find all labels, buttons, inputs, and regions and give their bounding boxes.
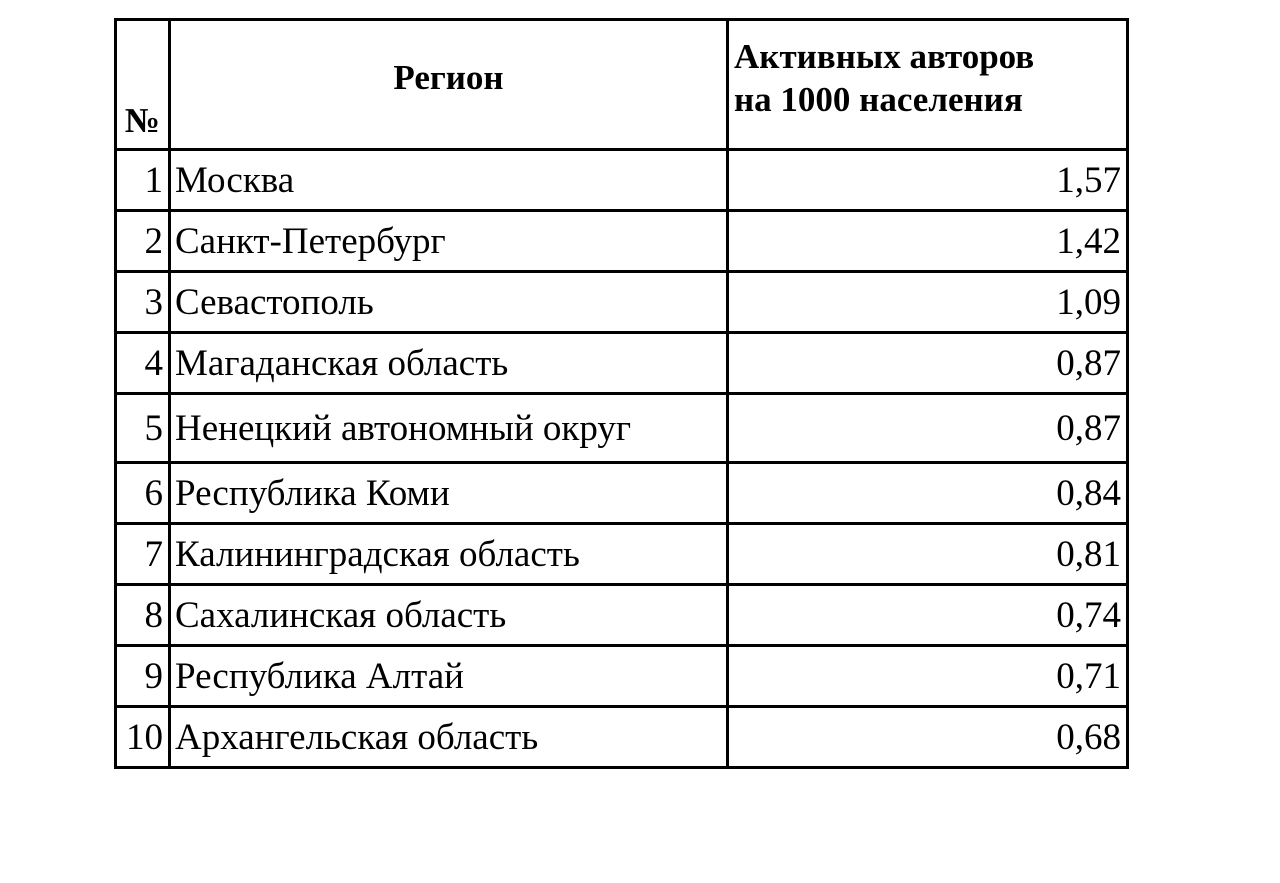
row-value: 0,87: [728, 394, 1128, 463]
table-header-row: [116, 20, 1128, 150]
ranking-table: [114, 18, 1129, 769]
table-row: [116, 463, 1128, 524]
header-active-authors: [728, 20, 1128, 150]
row-number: 7: [116, 524, 170, 585]
header-region: Регион: [170, 20, 728, 150]
row-value: 0,71: [728, 646, 1128, 707]
header-number: №: [116, 20, 170, 150]
row-region: Республика Алтай: [170, 646, 728, 707]
row-region: Ненецкий автономный округ: [170, 394, 728, 463]
row-value: 1,42: [728, 211, 1128, 272]
ranking-table-container: [114, 18, 1129, 769]
table-row: [116, 333, 1128, 394]
row-region: Калининградская область: [170, 524, 728, 585]
table-row: [116, 707, 1128, 768]
row-number: 5: [116, 394, 170, 463]
row-number: 9: [116, 646, 170, 707]
row-region: Москва: [170, 150, 728, 211]
row-number: 1: [116, 150, 170, 211]
row-region: Магаданская область: [170, 333, 728, 394]
row-number: 8: [116, 585, 170, 646]
row-value: 0,87: [728, 333, 1128, 394]
row-number: 2: [116, 211, 170, 272]
row-value: 0,68: [728, 707, 1128, 768]
row-number: 4: [116, 333, 170, 394]
header-active-authors-line1: Активных авторов: [734, 37, 1035, 76]
row-region: Севастополь: [170, 272, 728, 333]
row-number: 6: [116, 463, 170, 524]
row-value: 0,74: [728, 585, 1128, 646]
row-number: 3: [116, 272, 170, 333]
row-region: Республика Коми: [170, 463, 728, 524]
table-row: [116, 211, 1128, 272]
table-row: [116, 646, 1128, 707]
table-row: [116, 524, 1128, 585]
row-region: Сахалинская область: [170, 585, 728, 646]
table-row: [116, 272, 1128, 333]
row-value: 1,09: [728, 272, 1128, 333]
row-value: 0,84: [728, 463, 1128, 524]
table-row: [116, 585, 1128, 646]
table-row: [116, 150, 1128, 211]
row-region: Архангельская область: [170, 707, 728, 768]
row-value: 0,81: [728, 524, 1128, 585]
row-value: 1,57: [728, 150, 1128, 211]
table-row: [116, 394, 1128, 463]
row-number: 10: [116, 707, 170, 768]
row-region: Санкт-Петербург: [170, 211, 728, 272]
header-active-authors-line2: на 1000 населения: [734, 80, 1023, 120]
